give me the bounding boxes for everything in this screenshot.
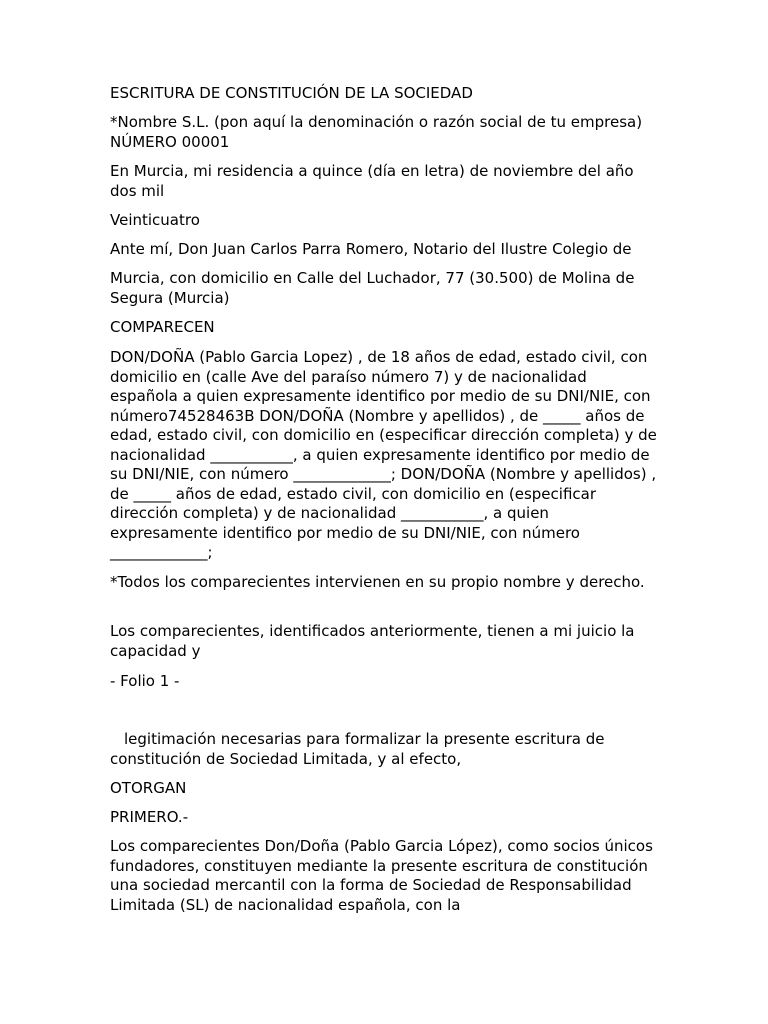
folio-number: - Folio 1 - [110, 672, 180, 690]
notary-paragraph-1: Ante mí, Don Juan Carlos Parra Romero, Notario del Ilustre Colegio de [110, 240, 632, 258]
document-title: ESCRITURA DE CONSTITUCIÓN DE LA SOCIEDAD [110, 84, 473, 102]
founders-paragraph: Los comparecientes Don/Doña (Pablo Garcia López), como socios únicos fundadores, constituyen mediante la presente escritura de constitución una sociedad mercantil con la forma de Sociedad de Responsabilidad Limitada (SL) de nacionalidad española, con la [110, 837, 653, 914]
company-name-line: *Nombre S.L. (pon aquí la denominación o razón social de tu empresa) NÚMERO 00001 [110, 113, 643, 151]
comparecen-heading: COMPARECEN [110, 318, 215, 336]
notary-paragraph-2: Murcia, con domicilio en Calle del Luchador, 77 (30.500) de Molina de Segura (Murcia) [110, 269, 635, 307]
otorgan-heading: OTORGAN [110, 779, 187, 797]
capacity-paragraph: Los comparecientes, identificados anteriormente, tienen a mi juicio la capacidad y [110, 622, 635, 660]
appearers-paragraph: DON/DOÑA (Pablo Garcia Lopez) , de 18 años de edad, estado civil, con domicilio en (calle Ave del paraíso número 7) y de nacionalidad española a quien expresamente identifico por medio de su DNI/NIE, con número74528463B DON/DOÑA (Nombre y apellidos) , de _____ años de edad, estado civil, con domicilio en (especificar dirección completa) y de nacionalidad ___________, a quien expresamente identifico por medio de su DNI/NIE, con número _____________; DON/DOÑA (Nombre y apellidos) , de _____ años de edad, estado civil, con domicilio en (especificar dirección completa) y de nacionalidad ___________, a quien expresamente identifico por medio de su DNI/NIE, con número _____________; [110, 348, 657, 561]
year-word: Veinticuatro [110, 211, 200, 229]
legitimation-paragraph: legitimación necesarias para formalizar la presente escritura de constitución de Sociedad Limitada, y al efecto, [110, 730, 605, 768]
primero-heading: PRIMERO.- [110, 808, 189, 826]
intervene-paragraph: *Todos los comparecientes intervienen en su propio nombre y derecho. [110, 573, 645, 591]
place-date-paragraph: En Murcia, mi residencia a quince (día en letra) de noviembre del año dos mil [110, 162, 634, 200]
